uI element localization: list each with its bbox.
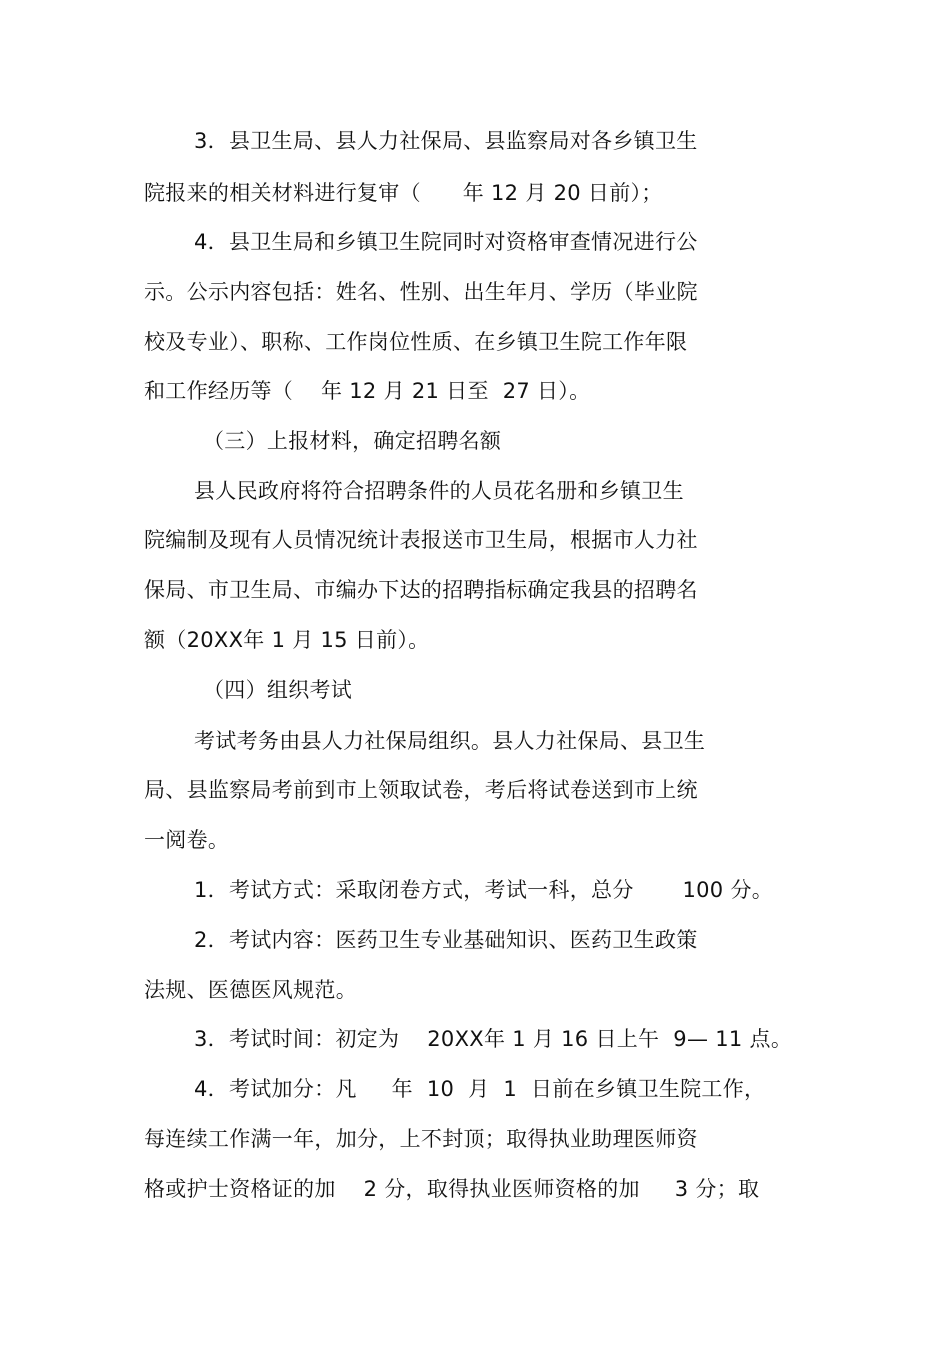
- paragraph-line: 校及专业）、职称、工作岗位性质、在乡镇卫生院工作年限: [144, 330, 688, 354]
- paragraph-line: 3．考试时间：初定为 20XX年 1 月 16 日上午 9— 11 点。: [194, 1027, 793, 1051]
- paragraph-line: 县人民政府将符合招聘条件的人员花名册和乡镇卫生: [194, 479, 684, 503]
- paragraph-line: 1．考试方式：采取闭卷方式，考试一科，总分 100 分。: [194, 878, 774, 902]
- paragraph-line: 考试考务由县人力社保局组织。县人力社保局、县卫生: [194, 729, 706, 753]
- paragraph-line: 额（20XX年 1 月 15 日前）。: [144, 628, 430, 652]
- paragraph-line: 院编制及现有人员情况统计表报送市卫生局，根据市人力社: [144, 528, 698, 552]
- paragraph-line: 4．县卫生局和乡镇卫生院同时对资格审查情况进行公: [194, 230, 698, 254]
- paragraph-line: 每连续工作满一年，加分，上不封顶；取得执业助理医师资: [144, 1127, 698, 1151]
- paragraph-line: 2．考试内容：医药卫生专业基础知识、医药卫生政策: [194, 928, 698, 952]
- paragraph-line: 法规、医德医风规范。: [144, 978, 357, 1002]
- paragraph-line: 3．县卫生局、县人力社保局、县监察局对各乡镇卫生: [194, 129, 698, 153]
- paragraph-line: 示。公示内容包括：姓名、性别、出生年月、学历（毕业院: [144, 280, 698, 304]
- section-heading: （四）组织考试: [203, 678, 353, 702]
- section-heading: （三）上报材料，确定招聘名额: [203, 429, 502, 453]
- paragraph-line: 一阅卷。: [144, 828, 230, 852]
- paragraph-line: 格或护士资格证的加 2 分，取得执业医师资格的加 3 分；取: [144, 1177, 760, 1201]
- paragraph-line: 和工作经历等（ 年 12 月 21 日至 27 日）。: [144, 379, 591, 403]
- paragraph-line: 4．考试加分：凡 年 10 月 1 日前在乡镇卫生院工作，: [194, 1077, 766, 1101]
- paragraph-line: 保局、市卫生局、市编办下达的招聘指标确定我县的招聘名: [144, 578, 698, 602]
- paragraph-line: 院报来的相关材料进行复审（ 年 12 月 20 日前）；: [144, 181, 663, 205]
- paragraph-line: 局、县监察局考前到市上领取试卷，考后将试卷送到市上统: [144, 778, 698, 802]
